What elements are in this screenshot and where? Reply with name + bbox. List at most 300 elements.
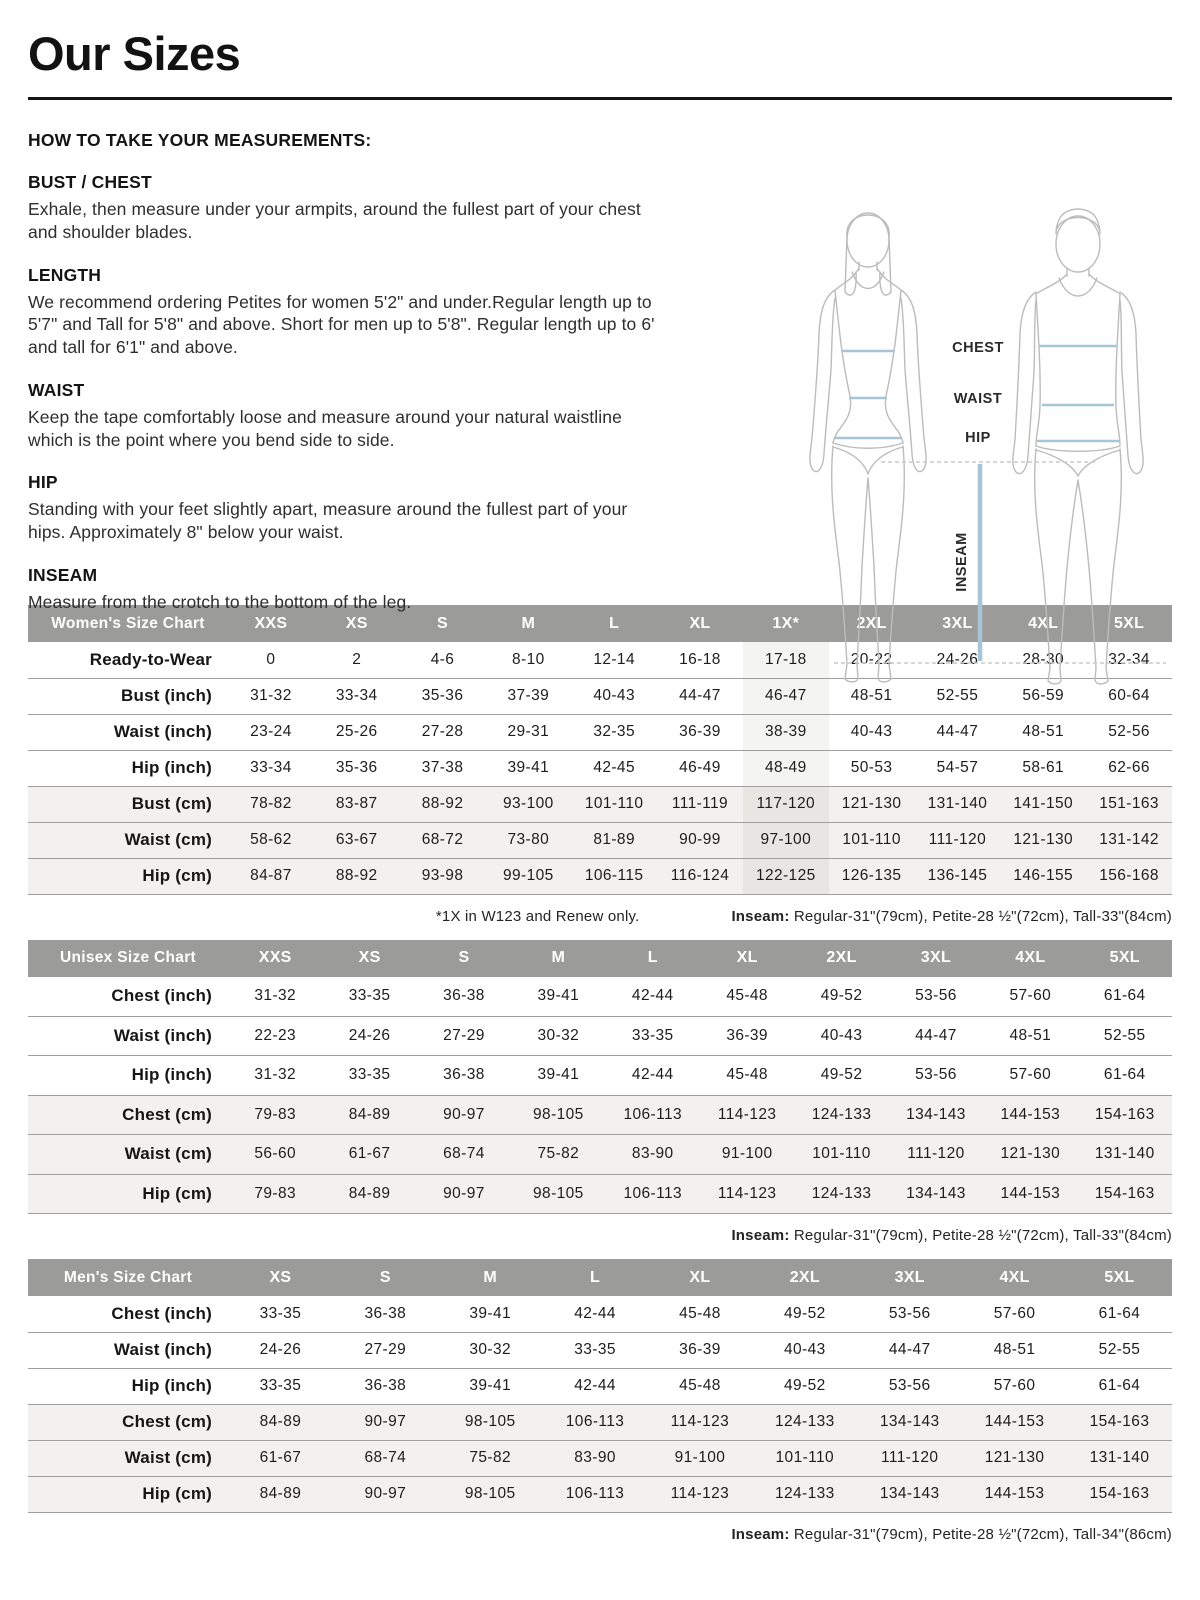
size-cell: 44-47: [936, 723, 979, 740]
size-cell: 90-99: [679, 831, 721, 848]
size-cell: 48-51: [993, 1341, 1036, 1358]
size-cell: 33-34: [335, 687, 378, 704]
unisex-chart-footnotes: [28, 1214, 1172, 1259]
size-cell: 111-120: [928, 831, 987, 848]
size-cell: 52-55: [936, 687, 979, 704]
size-cell: 73-80: [507, 831, 550, 848]
size-cell: 93-100: [503, 795, 554, 812]
size-cell: 24-26: [348, 1026, 391, 1044]
table-row: [28, 750, 1172, 786]
size-cell: 52-55: [1103, 1026, 1146, 1044]
size-cell: 126-135: [841, 867, 902, 884]
footnote-1x-note: *1X in W123 and Renew only.: [435, 907, 640, 925]
size-cell: 124-133: [811, 1105, 872, 1123]
size-cell: 25-26: [335, 723, 378, 740]
size-cell: 91-100: [721, 1145, 773, 1163]
table-row: [28, 1476, 1172, 1512]
footnote-inseam-text: Regular-31"(79cm), Petite-28 ½"(72cm), Tall-33"(84cm): [789, 1227, 1172, 1244]
size-cell: 30-32: [469, 1341, 512, 1358]
page-title: Our Sizes: [28, 27, 241, 80]
footnote-inseam-text: Regular-31"(79cm), Petite-28 ½"(72cm), Tall-34"(86cm): [789, 1525, 1172, 1543]
column-header: 4XL: [983, 940, 1077, 977]
size-cell: 53-56: [915, 987, 957, 1004]
size-cell: 124-133: [811, 1184, 872, 1202]
size-cell: 83-87: [335, 795, 378, 812]
mens-chart-footnotes: [28, 1513, 1172, 1558]
size-cell: 63-67: [335, 831, 378, 848]
size-cell: 90-97: [364, 1413, 407, 1430]
size-cell: 40-43: [593, 687, 635, 704]
size-cell: 114-123: [717, 1184, 777, 1202]
column-header: XXS: [228, 605, 314, 642]
footnote-inseam-label: Inseam:: [731, 1227, 790, 1244]
table-title: Men's Size Chart: [28, 1259, 228, 1296]
column-header: XXS: [228, 940, 322, 977]
column-header: M: [511, 940, 605, 977]
size-cell: 40-43: [783, 1341, 826, 1358]
size-cell: 154-163: [1094, 1105, 1155, 1123]
size-cell: 154-163: [1089, 1413, 1150, 1430]
row-label: Chest (inch): [111, 986, 212, 1005]
size-cell: 4-6: [430, 650, 455, 668]
size-cell: 40-43: [820, 1026, 863, 1044]
size-cell: 30-32: [537, 1026, 580, 1044]
size-cell: 98-105: [533, 1105, 584, 1123]
size-cell: 84-87: [250, 867, 292, 884]
table-title: Unisex Size Chart: [28, 940, 228, 977]
size-cell: 32-34: [1108, 650, 1150, 668]
size-cell: 53-56: [915, 1066, 957, 1084]
size-cell: 36-39: [679, 723, 721, 740]
size-cell: 36-38: [364, 1304, 407, 1322]
row-label: Waist (cm): [124, 830, 212, 849]
table-row: [28, 1296, 1172, 1332]
size-cell: 131-142: [1099, 831, 1159, 848]
size-cell: 52-55: [1098, 1341, 1141, 1358]
column-header: S: [400, 605, 486, 642]
size-cell: 156-168: [1099, 867, 1159, 884]
size-cell: 42-44: [631, 987, 674, 1004]
size-cell: 121-130: [984, 1449, 1045, 1466]
size-cell: 154-163: [1089, 1485, 1150, 1502]
size-cell: 46-49: [679, 759, 721, 776]
size-cell: 106-113: [623, 1184, 683, 1202]
womens-chart-footnotes: [28, 895, 1172, 940]
table-row: [28, 1095, 1172, 1135]
size-cell: 49-52: [783, 1377, 826, 1394]
mens-size-chart-table: [28, 1259, 1172, 1513]
size-cell: 58-61: [1022, 759, 1065, 776]
size-cell: 33-35: [348, 1066, 391, 1084]
column-header: S: [417, 940, 511, 977]
size-cell: 61-64: [1098, 1377, 1141, 1394]
section-body: Keep the tape comfortably loose and measure around your natural waistline which is the point where you bend side to side.: [28, 406, 622, 450]
row-label: Chest (cm): [122, 1104, 212, 1124]
size-cell: 2: [352, 650, 362, 668]
size-cell: 111-120: [880, 1449, 939, 1466]
unisex-size-chart-section: [28, 940, 1172, 1260]
table-row: [28, 1056, 1172, 1096]
footnote-inseam-text: Regular-31"(79cm), Petite-28 ½"(72cm), Tall-33"(84cm): [789, 907, 1172, 925]
size-cell: 88-92: [421, 795, 464, 812]
size-cell: 33-35: [348, 987, 391, 1004]
size-cell: 84-89: [348, 1105, 391, 1123]
size-cell: 78-82: [250, 795, 292, 812]
instruction-section-hip: [28, 472, 668, 544]
row-label: Chest (inch): [111, 1303, 212, 1323]
column-header: XL: [657, 605, 743, 642]
measurement-diagram: [786, 200, 1200, 700]
column-header: 3XL: [889, 940, 983, 977]
column-header: 5XL: [1067, 1259, 1172, 1296]
size-cell: 98-105: [464, 1413, 516, 1430]
size-cell: 90-97: [443, 1105, 485, 1123]
column-header: L: [606, 940, 700, 977]
row-label: Hip (inch): [131, 758, 212, 777]
section-heading: WAIST: [28, 379, 85, 400]
size-cell: 75-82: [537, 1145, 580, 1163]
waist-label: WAIST: [953, 391, 1003, 407]
size-cell: 131-140: [1094, 1145, 1155, 1163]
row-label: Waist (inch): [113, 722, 212, 741]
column-header: L: [571, 605, 657, 642]
table-row: [28, 1368, 1172, 1404]
size-cell: 39-41: [469, 1377, 512, 1394]
size-cell: 101-110: [775, 1449, 835, 1466]
size-cell: 106-113: [565, 1485, 625, 1502]
row-label: Waist (cm): [124, 1448, 212, 1467]
size-cell: 42-44: [631, 1066, 674, 1084]
size-cell: 101-110: [812, 1145, 871, 1163]
size-cell: 27-28: [421, 723, 464, 740]
row-label: Waist (inch): [113, 1340, 212, 1359]
size-cell: 61-67: [259, 1449, 302, 1466]
table-row: [28, 1440, 1172, 1476]
size-cell: 17-18: [743, 642, 829, 678]
size-cell: 54-57: [936, 759, 979, 776]
column-header: 1X*: [743, 605, 829, 642]
size-cell: 98-105: [533, 1184, 584, 1202]
size-cell: 36-39: [679, 1341, 721, 1358]
size-cell: 45-48: [726, 987, 768, 1004]
size-cell: 57-60: [993, 1304, 1036, 1322]
size-cell: 97-100: [743, 822, 829, 858]
row-label: Bust (inch): [121, 686, 212, 705]
size-cell: 101-110: [584, 795, 644, 812]
size-cell: 121-130: [1000, 1145, 1061, 1163]
size-cell: 98-105: [464, 1485, 516, 1502]
size-cell: 48-49: [743, 750, 829, 786]
column-header: M: [485, 605, 571, 642]
table-row: [28, 786, 1172, 822]
size-cell: 83-90: [574, 1449, 616, 1466]
instruction-section-inseam: [28, 565, 668, 614]
size-cell: 83-90: [631, 1145, 674, 1163]
size-cell: 33-35: [259, 1377, 302, 1394]
row-label: Hip (cm): [142, 1484, 212, 1503]
size-cell: 53-56: [888, 1304, 931, 1322]
size-cell: 144-153: [984, 1413, 1045, 1430]
size-cell: 84-89: [259, 1485, 302, 1502]
size-cell: 50-53: [850, 759, 893, 776]
column-header: XS: [228, 1259, 333, 1296]
size-cell: 60-64: [1108, 687, 1150, 704]
column-header: M: [438, 1259, 543, 1296]
size-cell: 61-64: [1098, 1304, 1141, 1322]
size-cell: 49-52: [820, 1066, 863, 1084]
size-cell: 42-45: [593, 759, 635, 776]
size-cell: 101-110: [842, 831, 901, 848]
size-cell: 33-35: [631, 1026, 674, 1044]
size-cell: 37-38: [421, 759, 464, 776]
size-cell: 84-89: [348, 1184, 391, 1202]
size-cell: 29-31: [507, 723, 550, 740]
column-header: 4XL: [962, 1259, 1067, 1296]
size-cell: 52-56: [1108, 723, 1150, 740]
size-cell: 131-140: [927, 795, 988, 812]
section-heading: INSEAM: [28, 564, 98, 585]
size-cell: 44-47: [915, 1026, 957, 1044]
size-cell: 45-48: [679, 1304, 721, 1322]
section-heading: LENGTH: [28, 264, 102, 285]
size-cell: 48-51: [1009, 1026, 1052, 1044]
instruction-section-length: [28, 265, 668, 359]
column-header: XS: [322, 940, 416, 977]
footnote-inseam: [731, 908, 1172, 925]
size-cell: 22-23: [254, 1026, 297, 1044]
size-cell: 111-120: [907, 1145, 965, 1163]
table-row: [28, 858, 1172, 894]
size-cell: 48-51: [850, 687, 893, 704]
row-label: Waist (inch): [113, 1025, 212, 1045]
size-cell: 144-153: [1000, 1105, 1061, 1123]
size-cell: 36-38: [443, 1066, 485, 1084]
column-header: XS: [314, 605, 400, 642]
section-body: Exhale, then measure under your armpits, around the fullest part of your chest and shoulder blades.: [28, 199, 641, 242]
size-cell: 56-59: [1022, 687, 1065, 704]
size-cell: 134-143: [906, 1105, 966, 1123]
size-cell: 121-130: [1013, 831, 1074, 848]
column-header: 2XL: [794, 940, 888, 977]
footnote-inseam: [731, 1227, 1172, 1244]
size-cell: 24-26: [936, 650, 979, 668]
size-cell: 35-36: [335, 759, 378, 776]
woman-figure: [810, 213, 926, 682]
size-cell: 0: [266, 650, 276, 668]
size-cell: 24-26: [259, 1341, 302, 1358]
size-cell: 116-124: [670, 867, 730, 884]
section-body: Standing with your feet slightly apart, measure around the fullest part of your hips. Approximately 8" below your waist.: [28, 499, 628, 542]
size-cell: 90-97: [364, 1485, 407, 1502]
size-cell: 58-62: [250, 831, 292, 848]
size-cell: 151-163: [1099, 795, 1159, 812]
size-cell: 31-32: [254, 987, 297, 1004]
footnote-inseam: [731, 1526, 1172, 1543]
size-cell: 33-34: [250, 759, 292, 776]
column-header: 2XL: [829, 605, 915, 642]
column-header: 3XL: [915, 605, 1001, 642]
size-cell: 141-150: [1013, 795, 1074, 812]
table-row: [28, 977, 1172, 1017]
size-cell: 99-105: [503, 867, 554, 884]
size-cell: 121-130: [841, 795, 902, 812]
size-cell: 44-47: [888, 1341, 931, 1358]
size-cell: 146-155: [1013, 867, 1074, 884]
size-cell: 28-30: [1022, 650, 1065, 668]
table-row: [28, 1174, 1172, 1214]
size-cell: 134-143: [906, 1184, 966, 1202]
size-cell: 36-38: [443, 987, 485, 1004]
size-cell: 61-64: [1103, 1066, 1146, 1084]
footnote-inseam-label: Inseam:: [731, 907, 790, 925]
size-cell: 106-113: [565, 1413, 625, 1430]
size-cell: 79-83: [254, 1105, 297, 1123]
size-cell: 61-64: [1103, 987, 1146, 1004]
size-cell: 57-60: [1009, 987, 1052, 1004]
size-cell: 8-10: [512, 650, 545, 668]
row-label: Hip (inch): [131, 1065, 212, 1085]
size-cell: 49-52: [783, 1304, 826, 1322]
chest-label: CHEST: [952, 340, 1004, 356]
size-cell: 36-39: [726, 1026, 768, 1044]
column-header: 5XL: [1086, 605, 1172, 642]
section-body: Measure from the crotch to the bottom of the leg.: [28, 591, 412, 612]
size-cell: 36-38: [364, 1377, 407, 1394]
size-cell: 68-72: [421, 831, 464, 848]
column-header: 2XL: [752, 1259, 857, 1296]
size-cell: 114-123: [670, 1413, 730, 1430]
row-label: Waist (cm): [124, 1144, 212, 1164]
table-row: [28, 1016, 1172, 1056]
size-cell: 93-98: [421, 867, 464, 884]
size-cell: 49-52: [820, 987, 863, 1004]
inseam-label: INSEAM: [954, 532, 970, 592]
section-heading: HIP: [28, 472, 58, 493]
size-cell: 144-153: [1000, 1184, 1061, 1202]
size-cell: 79-83: [254, 1184, 297, 1202]
instructions-heading: HOW TO TAKE YOUR MEASUREMENTS:: [28, 130, 372, 150]
size-cell: 39-41: [507, 759, 550, 776]
size-cell: 27-29: [443, 1026, 485, 1044]
instruction-section-waist: [28, 380, 668, 452]
size-cell: 37-39: [507, 687, 550, 704]
body-figures-illustration: [786, 200, 1200, 700]
size-cell: 68-74: [443, 1145, 485, 1163]
unisex-size-chart-table: [28, 940, 1172, 1215]
measurement-instructions-section: [28, 100, 1172, 612]
size-cell: 32-35: [593, 723, 635, 740]
size-cell: 27-29: [364, 1341, 407, 1358]
size-cell: 144-153: [984, 1485, 1045, 1502]
column-header: S: [333, 1259, 438, 1296]
size-cell: 154-163: [1094, 1184, 1155, 1202]
mens-size-chart-section: [28, 1259, 1172, 1558]
size-cell: 106-115: [584, 867, 644, 884]
size-cell: 33-35: [574, 1341, 616, 1358]
size-cell: 81-89: [593, 831, 635, 848]
column-header: XL: [700, 940, 794, 977]
row-label: Chest (cm): [122, 1412, 212, 1431]
size-cell: 124-133: [774, 1413, 835, 1430]
instruction-section-bust-chest: [28, 172, 668, 244]
column-header: XL: [648, 1259, 753, 1296]
size-cell: 16-18: [679, 650, 721, 668]
table-row: [28, 1332, 1172, 1368]
size-cell: 90-97: [443, 1184, 485, 1202]
instructions-column: [28, 100, 668, 614]
size-cell: 53-56: [888, 1377, 931, 1394]
size-cell: 40-43: [850, 723, 893, 740]
size-cell: 56-60: [254, 1145, 297, 1163]
size-cell: 57-60: [1009, 1066, 1052, 1084]
size-cell: 44-47: [679, 687, 721, 704]
size-cell: 46-47: [743, 678, 829, 714]
size-cell: 134-143: [879, 1485, 940, 1502]
size-cell: 124-133: [774, 1485, 835, 1502]
size-cell: 114-123: [717, 1105, 777, 1123]
row-label: Bust (cm): [131, 794, 212, 813]
section-body: We recommend ordering Petites for women 5'2" and under.Regular length up to 5'7" and Tall for 5'8" and above. Short for men up to 5'8". Regular length up to 6' and tall for 6'1" and above.: [28, 291, 655, 357]
column-header: L: [543, 1259, 648, 1296]
column-header: 3XL: [857, 1259, 962, 1296]
size-cell: 114-123: [670, 1485, 730, 1502]
size-cell: 136-145: [927, 867, 988, 884]
size-cell: 48-51: [1022, 723, 1065, 740]
size-cell: 42-44: [574, 1304, 616, 1322]
size-cell: 88-92: [335, 867, 378, 884]
size-cell: 117-120: [743, 786, 829, 822]
row-label: Hip (inch): [131, 1376, 212, 1395]
size-cell: 33-35: [259, 1304, 302, 1322]
size-cell: 42-44: [574, 1377, 616, 1394]
size-cell: 91-100: [674, 1449, 726, 1466]
size-cell: 39-41: [537, 1066, 580, 1084]
size-cell: 38-39: [743, 714, 829, 750]
table-row: [28, 822, 1172, 858]
table-row: [28, 1404, 1172, 1440]
size-cell: 111-119: [671, 795, 729, 812]
table-title: Women's Size Chart: [28, 605, 228, 642]
row-label: Hip (cm): [142, 866, 212, 885]
section-heading: BUST / CHEST: [28, 172, 152, 192]
size-cell: 61-67: [348, 1145, 391, 1163]
size-cell: 35-36: [421, 687, 464, 704]
size-cell: 122-125: [743, 858, 829, 894]
row-label: Ready-to-Wear: [89, 649, 212, 669]
table-row: [28, 1135, 1172, 1175]
row-label: Hip (cm): [142, 1183, 212, 1203]
size-cell: 62-66: [1108, 759, 1150, 776]
size-cell: 84-89: [259, 1413, 302, 1430]
size-cell: 68-74: [364, 1449, 407, 1466]
hip-label: HIP: [965, 430, 991, 446]
size-cell: 39-41: [469, 1304, 512, 1322]
size-cell: 12-14: [593, 650, 635, 668]
column-header: 5XL: [1078, 940, 1172, 977]
size-cell: 23-24: [250, 723, 292, 740]
size-cell: 131-140: [1089, 1449, 1150, 1466]
size-cell: 31-32: [250, 687, 292, 704]
column-header: 4XL: [1000, 605, 1086, 642]
size-cell: 75-82: [469, 1449, 512, 1466]
size-cell: 31-32: [254, 1066, 297, 1084]
size-cell: 45-48: [726, 1066, 768, 1084]
size-cell: 39-41: [537, 987, 580, 1004]
size-cell: 20-22: [850, 650, 893, 668]
size-cell: 45-48: [679, 1377, 721, 1394]
size-cell: 134-143: [879, 1413, 940, 1430]
footnote-inseam-label: Inseam:: [731, 1525, 790, 1543]
